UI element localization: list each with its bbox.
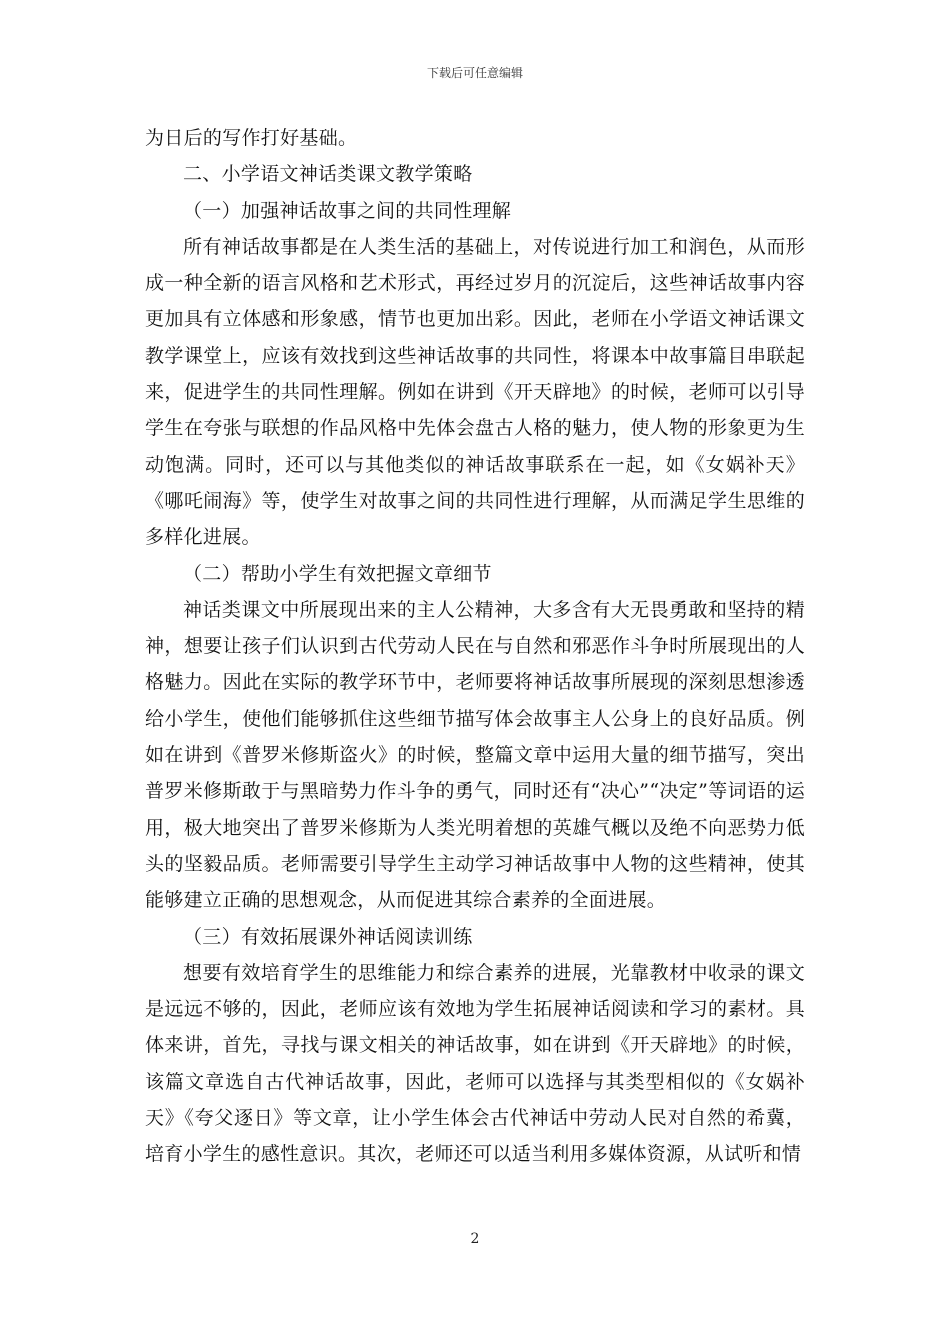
subsection-heading-3: （三）有效拓展课外神话阅读训练 (183, 925, 473, 948)
paragraph-1: 所有神话故事都是在人类生活的基础上，对传说进行加工和润色，从而形成一种全新的语言风格和艺术形式，再经过岁月的沉淀后，这些神话故事内容更加具有立体感和形象感，情节也更加出彩。因此，老师在小学语文神话课文教学课堂上，应该有效找到这些神话故事的共同性，将课本中故事篇目串联起来，促进学生的共同性理解。例如在讲到《开天辟地》的时候，老师可以引导学生在夸张与联想的作品风格中先体会盘古人格的魅力，使人物的形象更为生动饱满。同时，还可以与其他类似的神话故事联系在一起，如《女娲补天》《哪吒闹海》等，使学生对故事之间的共同性进行理解，从而满足学生思维的多样化进展。 (145, 235, 805, 549)
subsection-heading-2: （二）帮助小学生有效把握文章细节 (183, 562, 492, 585)
document-body (145, 120, 805, 1173)
page-header: 下载后可任意编辑 (426, 66, 523, 80)
paragraph-3: 想要有效培育学生的思维能力和综合素养的进展，光靠教材中收录的课文是远远不够的，因此，老师应该有效地为学生拓展神话阅读和学习的素材。具体来讲，首先，寻找与课文相关的神话故事，如在讲到《开天辟地》的时候，该篇文章选自古代神话故事，因此，老师可以选择与其类型相似的《女娲补天》《夸父逐日》等文章，让小学生体会古代神话中劳动人民对自然的希冀，培育小学生的感性意识。其次，老师还可以适当利用多媒体资源，从试听和情 (145, 961, 805, 1166)
subsection-heading-1: （一）加强神话故事之间的共同性理解 (183, 199, 512, 222)
section-heading: 二、小学语文神话类课文教学策略 (183, 163, 473, 186)
paragraph-intro-end: 为日后的写作打好基础。 (145, 127, 358, 149)
paragraph-2: 神话类课文中所展现出来的主人公精神，大多含有大无畏勇敢和坚持的精神，想要让孩子们认识到古代劳动人民在与自然和邪恶作斗争时所展现出的人格魅力。因此在实际的教学环节中，老师要将神话故事所展现的深刻思想渗透给小学生，使他们能够抓住这些细节描写体会故事主人公身上的良好品质。例如在讲到《普罗米修斯盗火》的时候，整篇文章中运用大量的细节描写，突出普罗米修斯敢于与黑暗势力作斗争的勇气，同时还有“决心”“决定”等词语的运用，极大地突出了普罗米修斯为人类光明着想的英雄气概以及绝不向恶势力低头的坚毅品质。老师需要引导学生主动学习神话故事中人物的这些精神，使其能够建立正确的思想观念，从而促进其综合素养的全面进展。 (145, 598, 805, 912)
page-number: 2 (470, 1231, 480, 1247)
